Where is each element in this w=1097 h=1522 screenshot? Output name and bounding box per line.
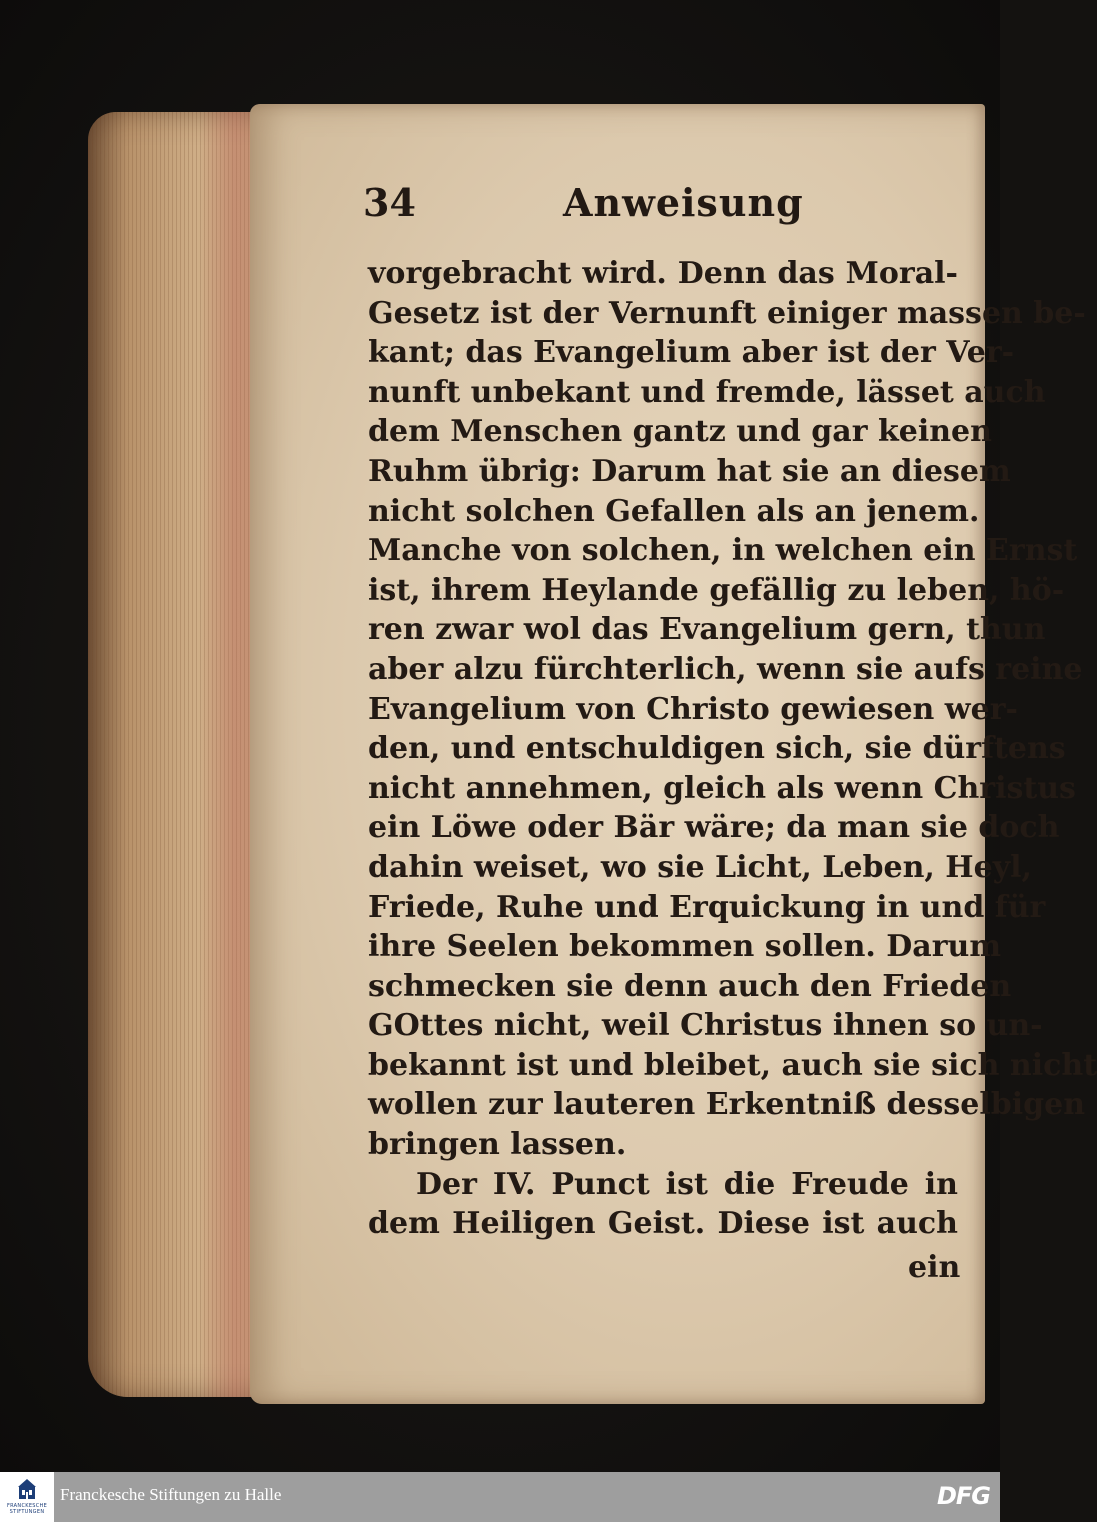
running-head bbox=[363, 180, 804, 230]
text-line: GOttes nicht, weil Christus ihnen so un- bbox=[368, 1008, 1043, 1044]
text-line: ist, ihrem Heylande gefällig zu leben, hö- bbox=[368, 572, 1065, 608]
text-line: Ruhm übrig: Darum hat sie an diesem bbox=[368, 453, 1011, 489]
text-line: den, und entschuldigen sich, sie dürftens bbox=[368, 731, 1066, 767]
text-line: Friede, Ruhe und Erquickung in und für bbox=[368, 889, 1046, 925]
text-line: dem Menschen gantz und gar keinen bbox=[368, 414, 992, 450]
text-line: vorgebracht wird. Denn das Moral- bbox=[368, 256, 958, 291]
text-line: ihre Seelen bekommen sollen. Darum bbox=[368, 929, 1002, 965]
text-line: nicht annehmen, gleich als wenn Christus bbox=[368, 770, 1076, 806]
text-line: dahin weiset, wo sie Licht, Leben, Heyl, bbox=[368, 849, 1032, 885]
dfg-logo[interactable]: DFG bbox=[936, 1482, 990, 1510]
logo-caption: FRANCKESCHE STIFTUNGEN bbox=[6, 1503, 48, 1515]
text-line: bekannt ist und bleibet, auch sie sich nicht bbox=[368, 1047, 1097, 1083]
page-body-text bbox=[368, 254, 1097, 1244]
text-line: wollen zur lauteren Erkentniß desselbigen bbox=[368, 1087, 1086, 1123]
text-line: aber alzu fürchterlich, wenn sie aufs reine bbox=[368, 651, 1083, 687]
text-line: nunft unbekant und fremde, lässet auch bbox=[368, 374, 1046, 410]
text-line: ren zwar wol das Evangelium gern, thun bbox=[368, 612, 1046, 648]
viewer-footer-bar bbox=[0, 1472, 1000, 1522]
text-line: Manche von solchen, in welchen ein Ernst bbox=[368, 533, 1078, 569]
text-line: kant; das Evangelium aber ist der Ver- bbox=[368, 335, 1015, 371]
text-line: nicht solchen Gefallen als an jenem. bbox=[368, 493, 980, 529]
running-head-title: Anweisung bbox=[563, 180, 804, 225]
text-line: schmecken sie denn auch den Frieden bbox=[368, 968, 1012, 1004]
institution-logo[interactable] bbox=[0, 1472, 54, 1522]
page-number: 34 bbox=[363, 180, 416, 225]
institution-name: Franckesche Stiftungen zu Halle bbox=[60, 1485, 282, 1504]
text-line: Evangelium von Christo gewiesen wer- bbox=[368, 691, 1018, 727]
building-icon bbox=[17, 1478, 37, 1500]
catchword: ein bbox=[908, 1250, 961, 1285]
text-line: Gesetz ist der Vernunft einiger massen be- bbox=[368, 295, 1086, 331]
text-line: dem Heiligen Geist. Diese ist auch bbox=[368, 1206, 958, 1242]
text-line: bringen lassen. bbox=[368, 1127, 627, 1163]
text-line: ein Löwe oder Bär wäre; da man sie doch bbox=[368, 810, 1060, 846]
text-line: Der IV. Punct ist die Freude in bbox=[416, 1166, 958, 1202]
